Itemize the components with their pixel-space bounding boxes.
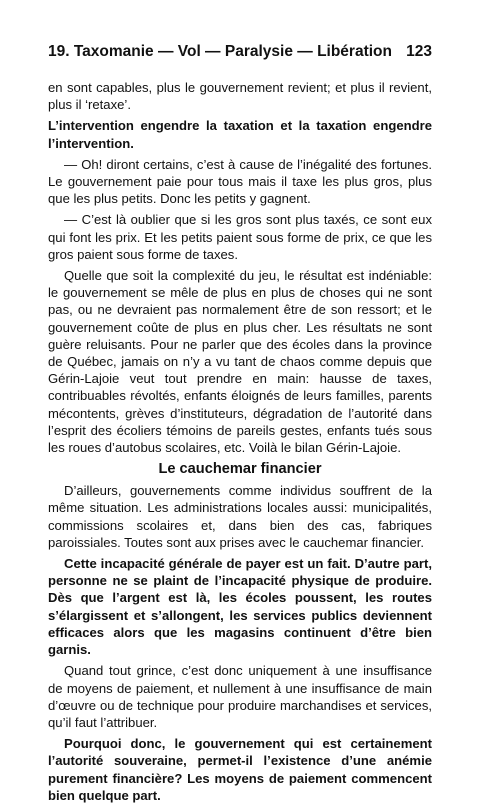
paragraph-reply: — C’est là oublier que si les gros sont plus taxés, ce sont eux qui font les prix. Et les petits paient sous forme de prix, ce que les gros paient sous forme de taxes. xyxy=(48,212,432,262)
bold-paragraph-question: Pourquoi donc, le gouvernement qui est certainement l’autorité souveraine, permet-il l’existence d’une anémie purement financière? Les moyens de paiement commencent bien quelque part. xyxy=(48,736,432,803)
paragraph-insufficiency: Quand tout grince, c’est donc uniquement à une insuffisance de moyens de paiement, et nullement à une insuffisance de main d’œuvre ou de technique pour produire marchandises et services, qu’il faut l’attribuer. xyxy=(48,663,432,730)
paragraph-objection: — Oh! diront certains, c’est à cause de l’inégalité des fortunes. Le gouvernement paie pour tous mais il taxe les plus gros, plus que les plus petits. Donc les petits y gagnent. xyxy=(48,156,432,207)
page-number: 123 xyxy=(406,43,432,60)
paragraph-continued: en sont capables, plus le gouvernement revient; et plus il revient, plus il ‘retaxe’. xyxy=(48,80,432,113)
paragraph-administrations: D’ailleurs, gouvernements comme individus souffrent de la même situation. Les administrations locales aussi: municipalités, commissions scolaires et, dans bien des cas, fabriques paroissiales. Toutes sont aux prises avec le cauchemar financier. xyxy=(48,483,432,550)
section-heading: Le cauchemar financier xyxy=(158,461,322,478)
bold-statement: L’intervention engendre la taxation et la taxation engendre l’intervention. xyxy=(48,118,432,151)
bold-paragraph-incapacity: Cette incapacité générale de payer est un fait. D’autre part, personne ne se plaint de l’incapacité physique de produire. Dès que l’argent est là, les écoles poussent, les routes s’élargissent et s’allongent, les services publics deviennent efficaces alors que les magasins continuent d’être bien garnis. xyxy=(48,556,432,658)
running-header xyxy=(48,42,432,61)
paragraph-complexity: Quelle que soit la complexité du jeu, le résultat est indéniable: le gouvernement se mêle de plus en plus de choses qui ne sont pas, ou ne devraient pas normalement être de son ressort; et le gouvernement coûte de plus en plus cher. Les résultats ne sont guère reluisants. Pour ne parler que des écoles dans la province de Québec, jamais on n’y a vu tant de chaos comme depuis que Gérin-Lajoie veut tout prendre en main: hausse de taxes, contribuables révoltés, enfants éloignés de leurs familles, parents mécontents, grèves d’instituteurs, dégradation de l’autorité dans l’esprit des écoliers témoins de pareils gestes, enfants tués sous les roues d’autobus scolaires, etc. Voilà le bilan Gérin-Lajoie. xyxy=(48,268,432,456)
chapter-title: 19. Taxomanie — Vol — Paralysie — Libération xyxy=(48,43,392,60)
